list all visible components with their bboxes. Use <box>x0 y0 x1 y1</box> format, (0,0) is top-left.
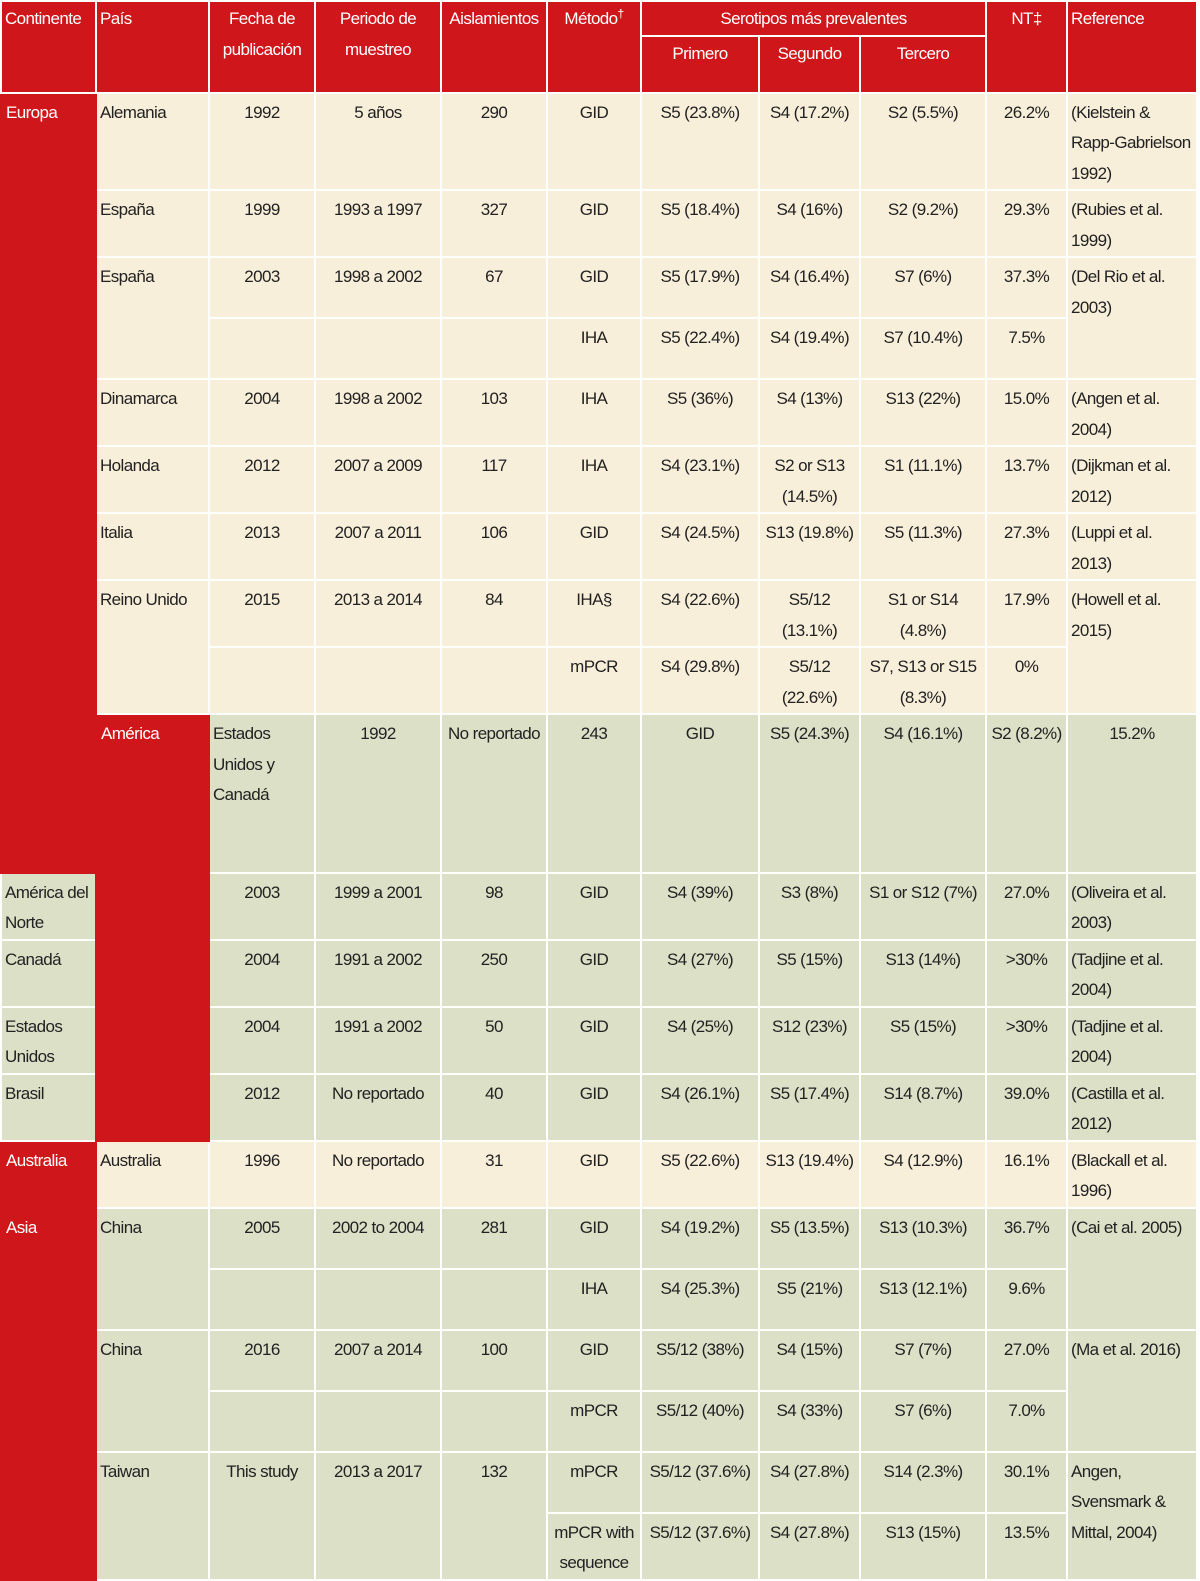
header-third: Tercero <box>860 36 986 93</box>
isolates-cell: 117 <box>441 446 547 513</box>
table-row <box>1 1208 1197 1269</box>
reference-cell: (Blackall et al. 1996) <box>1067 1141 1197 1208</box>
third-serotype-cell: S5 (15%) <box>860 1007 986 1074</box>
nt-cell: 30.1% <box>986 1452 1067 1513</box>
period-cell: 2013 a 2014 <box>315 580 441 647</box>
nt-cell: 17.9% <box>986 580 1067 647</box>
third-serotype-cell: S13 (14%) <box>860 940 986 1007</box>
method-cell: GID <box>547 1208 641 1269</box>
third-serotype-cell: S7 (6%) <box>860 257 986 318</box>
year-cell: 1992 <box>209 93 315 191</box>
year-cell: 2003 <box>209 257 315 318</box>
year-cell: 2013 <box>209 513 315 580</box>
table-row <box>1 580 1197 647</box>
year-cell: 1992 <box>315 714 441 873</box>
table-row <box>1 1452 1197 1513</box>
reference-cell: (Tadjine et al. 2004) <box>1067 1007 1197 1074</box>
method-cell: GID <box>547 513 641 580</box>
third-serotype-cell: S4 (12.9%) <box>860 1141 986 1208</box>
country-cell: Australia <box>96 1141 209 1208</box>
isolates-cell: 132 <box>441 1452 547 1580</box>
period-cell: 1991 a 2002 <box>315 1007 441 1074</box>
second-serotype-cell: S5 (13.5%) <box>759 1208 860 1269</box>
year-cell: 2005 <box>209 1208 315 1269</box>
first-serotype-cell: S4 (39%) <box>641 873 759 940</box>
second-serotype-cell: S4 (17.2%) <box>759 93 860 191</box>
first-serotype-cell: S4 (23.1%) <box>641 446 759 513</box>
header-method-mark: † <box>617 6 624 21</box>
period-cell: 5 años <box>315 93 441 191</box>
first-serotype-cell: S5/12 (37.6%) <box>641 1452 759 1513</box>
header-nt: NT‡ <box>986 1 1067 93</box>
table-row <box>1 93 1197 191</box>
first-serotype-cell: S5/12 (37.6%) <box>641 1513 759 1580</box>
second-serotype-cell: S4 (16.1%) <box>860 714 986 873</box>
first-serotype-cell: S4 (24.5%) <box>641 513 759 580</box>
year-cell: 2004 <box>209 1007 315 1074</box>
first-serotype-cell: S5 (17.9%) <box>641 257 759 318</box>
nt-cell: 26.2% <box>986 93 1067 191</box>
first-serotype-cell: S5/12 (40%) <box>641 1391 759 1452</box>
third-serotype-cell: S13 (15%) <box>860 1513 986 1580</box>
third-serotype-cell: S2 (9.2%) <box>860 190 986 257</box>
nt-cell: 16.1% <box>986 1141 1067 1208</box>
first-serotype-cell: S4 (22.6%) <box>641 580 759 647</box>
nt-cell: 15.0% <box>986 379 1067 446</box>
nt-cell: 36.7% <box>986 1208 1067 1269</box>
second-serotype-cell: S2 or S13 (14.5%) <box>759 446 860 513</box>
isolates-cell: 40 <box>441 1074 547 1141</box>
first-serotype-cell: S5 (22.4%) <box>641 318 759 379</box>
year-cell: 1996 <box>209 1141 315 1208</box>
empty-cell <box>315 1391 441 1452</box>
nt-cell: 9.6% <box>986 1269 1067 1330</box>
third-serotype-cell: S13 (22%) <box>860 379 986 446</box>
method-cell: GID <box>547 873 641 940</box>
first-serotype-cell: S5 (36%) <box>641 379 759 446</box>
period-cell: No reportado <box>315 1141 441 1208</box>
isolates-cell: 281 <box>441 1208 547 1269</box>
table-row <box>1 446 1197 513</box>
nt-cell: 15.2% <box>1067 714 1197 873</box>
method-cell: GID <box>547 190 641 257</box>
period-cell: 2007 a 2011 <box>315 513 441 580</box>
nt-cell: 29.3% <box>986 190 1067 257</box>
isolates-cell: 103 <box>441 379 547 446</box>
second-serotype-cell: S4 (33%) <box>759 1391 860 1452</box>
third-serotype-cell: S7 (7%) <box>860 1330 986 1391</box>
country-cell: China <box>96 1330 209 1452</box>
method-cell: GID <box>547 93 641 191</box>
first-serotype-cell: S4 (26.1%) <box>641 1074 759 1141</box>
isolates-cell: 327 <box>441 190 547 257</box>
period-cell: 1999 a 2001 <box>315 873 441 940</box>
empty-cell <box>441 318 547 379</box>
second-serotype-cell: S13 (19.8%) <box>759 513 860 580</box>
nt-cell: 27.0% <box>986 873 1067 940</box>
period-cell: 2013 a 2017 <box>315 1452 441 1580</box>
nt-cell: 7.5% <box>986 318 1067 379</box>
nt-cell: >30% <box>986 940 1067 1007</box>
method-cell: IHA <box>547 446 641 513</box>
header-row <box>1 1 1197 36</box>
second-serotype-cell: S13 (19.4%) <box>759 1141 860 1208</box>
year-cell: 2003 <box>209 873 315 940</box>
isolates-cell: 98 <box>441 873 547 940</box>
country-cell: Canadá <box>1 940 96 1007</box>
table-row <box>1 513 1197 580</box>
header-first: Primero <box>641 36 759 93</box>
empty-cell <box>209 1391 315 1452</box>
first-serotype-cell: S4 (29.8%) <box>641 647 759 714</box>
third-serotype-cell: S13 (10.3%) <box>860 1208 986 1269</box>
isolates-cell: 31 <box>441 1141 547 1208</box>
method-cell: GID <box>547 1330 641 1391</box>
nt-cell: 39.0% <box>986 1074 1067 1141</box>
second-serotype-cell: S12 (23%) <box>759 1007 860 1074</box>
third-serotype-cell: S2 (8.2%) <box>986 714 1067 873</box>
third-serotype-cell: S5 (11.3%) <box>860 513 986 580</box>
first-serotype-cell: S5 (24.3%) <box>759 714 860 873</box>
header-method <box>547 1 641 93</box>
period-cell: 1998 a 2002 <box>315 257 441 318</box>
reference-cell: (Dijkman et al. 2012) <box>1067 446 1197 513</box>
third-serotype-cell: S7 (10.4%) <box>860 318 986 379</box>
second-serotype-cell: S4 (27.8%) <box>759 1513 860 1580</box>
header-period: Periodo de muestreo <box>315 1 441 93</box>
second-serotype-cell: S4 (16%) <box>759 190 860 257</box>
method-cell: GID <box>641 714 759 873</box>
first-serotype-cell: S5 (18.4%) <box>641 190 759 257</box>
nt-cell: 27.3% <box>986 513 1067 580</box>
method-cell: IHA§ <box>547 580 641 647</box>
year-cell: 2012 <box>209 1074 315 1141</box>
reference-cell: (Tadjine et al. 2004) <box>1067 940 1197 1007</box>
reference-cell: (Angen et al. 2004) <box>1067 379 1197 446</box>
reference-cell: (Del Rio et al. 2003) <box>1067 257 1197 379</box>
country-cell: Holanda <box>96 446 209 513</box>
third-serotype-cell: S1 or S12 (7%) <box>860 873 986 940</box>
header-second: Segundo <box>759 36 860 93</box>
method-cell: GID <box>547 940 641 1007</box>
reference-cell: (Rubies et al. 1999) <box>1067 190 1197 257</box>
country-cell: China <box>96 1208 209 1330</box>
table-row <box>1 379 1197 446</box>
empty-cell <box>209 1269 315 1330</box>
second-serotype-cell: S5 (15%) <box>759 940 860 1007</box>
reference-cell: (Cai et al. 2005) <box>1067 1208 1197 1330</box>
header-serotypes: Serotipos más prevalentes <box>641 1 986 36</box>
header-isolates: Aislamientos <box>441 1 547 93</box>
method-cell: IHA <box>547 379 641 446</box>
continent-europe: Europa <box>1 93 96 873</box>
period-cell: 1998 a 2002 <box>315 379 441 446</box>
empty-cell <box>209 318 315 379</box>
second-serotype-cell: S5/12 (22.6%) <box>759 647 860 714</box>
empty-cell <box>315 318 441 379</box>
first-serotype-cell: S4 (25.3%) <box>641 1269 759 1330</box>
isolates-cell: 100 <box>441 1330 547 1391</box>
first-serotype-cell: S4 (19.2%) <box>641 1208 759 1269</box>
isolates-cell: 84 <box>441 580 547 647</box>
second-serotype-cell: S4 (15%) <box>759 1330 860 1391</box>
continent-asia: Asia <box>1 1208 96 1580</box>
isolates-cell: 250 <box>441 940 547 1007</box>
third-serotype-cell: S14 (2.3%) <box>860 1452 986 1513</box>
header-country: País <box>96 1 209 93</box>
header-continent: Continente <box>1 1 96 93</box>
third-serotype-cell: S7, S13 or S15 (8.3%) <box>860 647 986 714</box>
reference-cell: (Oliveira et al. 2003) <box>1067 873 1197 940</box>
nt-cell: 37.3% <box>986 257 1067 318</box>
method-cell: GID <box>547 1141 641 1208</box>
method-cell: GID <box>547 257 641 318</box>
period-cell: No reportado <box>315 1074 441 1141</box>
header-pub-date: Fecha de publicación <box>209 1 315 93</box>
country-cell: Italia <box>96 513 209 580</box>
first-serotype-cell: S5/12 (38%) <box>641 1330 759 1391</box>
nt-cell: 0% <box>986 647 1067 714</box>
isolates-cell: 67 <box>441 257 547 318</box>
table-row <box>1 1141 1197 1208</box>
table-row <box>1 1330 1197 1391</box>
second-serotype-cell: S5 (21%) <box>759 1269 860 1330</box>
country-cell: América del Norte <box>1 873 96 940</box>
third-serotype-cell: S13 (12.1%) <box>860 1269 986 1330</box>
period-cell: 2007 a 2009 <box>315 446 441 513</box>
reference-cell: Angen, Svensmark & Mittal, 2004) <box>1067 1452 1197 1580</box>
continent-australia: Australia <box>1 1141 96 1208</box>
third-serotype-cell: S2 (5.5%) <box>860 93 986 191</box>
nt-cell: 13.5% <box>986 1513 1067 1580</box>
nt-cell: 27.0% <box>986 1330 1067 1391</box>
isolates-cell: 243 <box>547 714 641 873</box>
table-row <box>1 257 1197 318</box>
country-cell: Alemania <box>96 93 209 191</box>
empty-cell <box>441 647 547 714</box>
country-cell: Taiwan <box>96 1452 209 1580</box>
period-cell: 2007 a 2014 <box>315 1330 441 1391</box>
method-cell: mPCR <box>547 1391 641 1452</box>
method-cell: mPCR with sequence <box>547 1513 641 1580</box>
first-serotype-cell: S5 (22.6%) <box>641 1141 759 1208</box>
empty-cell <box>209 647 315 714</box>
year-cell: 2012 <box>209 446 315 513</box>
period-cell: No reportado <box>441 714 547 873</box>
header-method-label: Método <box>564 9 618 28</box>
nt-cell: >30% <box>986 1007 1067 1074</box>
method-cell: mPCR <box>547 1452 641 1513</box>
period-cell: 1991 a 2002 <box>315 940 441 1007</box>
country-cell: Estados Unidos <box>1 1007 96 1074</box>
empty-cell <box>441 1269 547 1330</box>
second-serotype-cell: S5/12 (13.1%) <box>759 580 860 647</box>
country-cell: Estados Unidos y Canadá <box>209 714 315 873</box>
first-serotype-cell: S5 (23.8%) <box>641 93 759 191</box>
first-serotype-cell: S4 (27%) <box>641 940 759 1007</box>
third-serotype-cell: S14 (8.7%) <box>860 1074 986 1141</box>
period-cell: 1993 a 1997 <box>315 190 441 257</box>
second-serotype-cell: S4 (13%) <box>759 379 860 446</box>
reference-cell: (Ma et al. 2016) <box>1067 1330 1197 1452</box>
year-cell: 2016 <box>209 1330 315 1391</box>
reference-cell: (Howell et al. 2015) <box>1067 580 1197 714</box>
reference-cell: (Kielstein & Rapp-Gabrielson 1992) <box>1067 93 1197 191</box>
third-serotype-cell: S7 (6%) <box>860 1391 986 1452</box>
country-cell: Brasil <box>1 1074 96 1141</box>
country-cell: España <box>96 257 209 379</box>
first-serotype-cell: S4 (25%) <box>641 1007 759 1074</box>
empty-cell <box>315 647 441 714</box>
second-serotype-cell: S4 (27.8%) <box>759 1452 860 1513</box>
period-cell: 2002 to 2004 <box>315 1208 441 1269</box>
third-serotype-cell: S1 or S14 (4.8%) <box>860 580 986 647</box>
country-cell: Reino Unido <box>96 580 209 714</box>
isolates-cell: 50 <box>441 1007 547 1074</box>
year-cell: 2004 <box>209 940 315 1007</box>
year-cell: This study <box>209 1452 315 1580</box>
year-cell: 2015 <box>209 580 315 647</box>
second-serotype-cell: S4 (16.4%) <box>759 257 860 318</box>
second-serotype-cell: S4 (19.4%) <box>759 318 860 379</box>
country-cell: Dinamarca <box>96 379 209 446</box>
year-cell: 2004 <box>209 379 315 446</box>
reference-cell: (Luppi et al. 2013) <box>1067 513 1197 580</box>
empty-cell <box>441 1391 547 1452</box>
isolates-cell: 290 <box>441 93 547 191</box>
empty-cell <box>315 1269 441 1330</box>
method-cell: GID <box>547 1074 641 1141</box>
table-row <box>1 190 1197 257</box>
reference-cell: (Castilla et al. 2012) <box>1067 1074 1197 1141</box>
second-serotype-cell: S5 (17.4%) <box>759 1074 860 1141</box>
second-serotype-cell: S3 (8%) <box>759 873 860 940</box>
third-serotype-cell: S1 (11.1%) <box>860 446 986 513</box>
nt-cell: 13.7% <box>986 446 1067 513</box>
continent-america: América <box>96 714 209 1141</box>
year-cell: 1999 <box>209 190 315 257</box>
table-row <box>1 714 1197 873</box>
header-reference: Reference <box>1067 1 1197 93</box>
nt-cell: 7.0% <box>986 1391 1067 1452</box>
isolates-cell: 106 <box>441 513 547 580</box>
method-cell: GID <box>547 1007 641 1074</box>
method-cell: mPCR <box>547 647 641 714</box>
method-cell: IHA <box>547 318 641 379</box>
method-cell: IHA <box>547 1269 641 1330</box>
country-cell: España <box>96 190 209 257</box>
